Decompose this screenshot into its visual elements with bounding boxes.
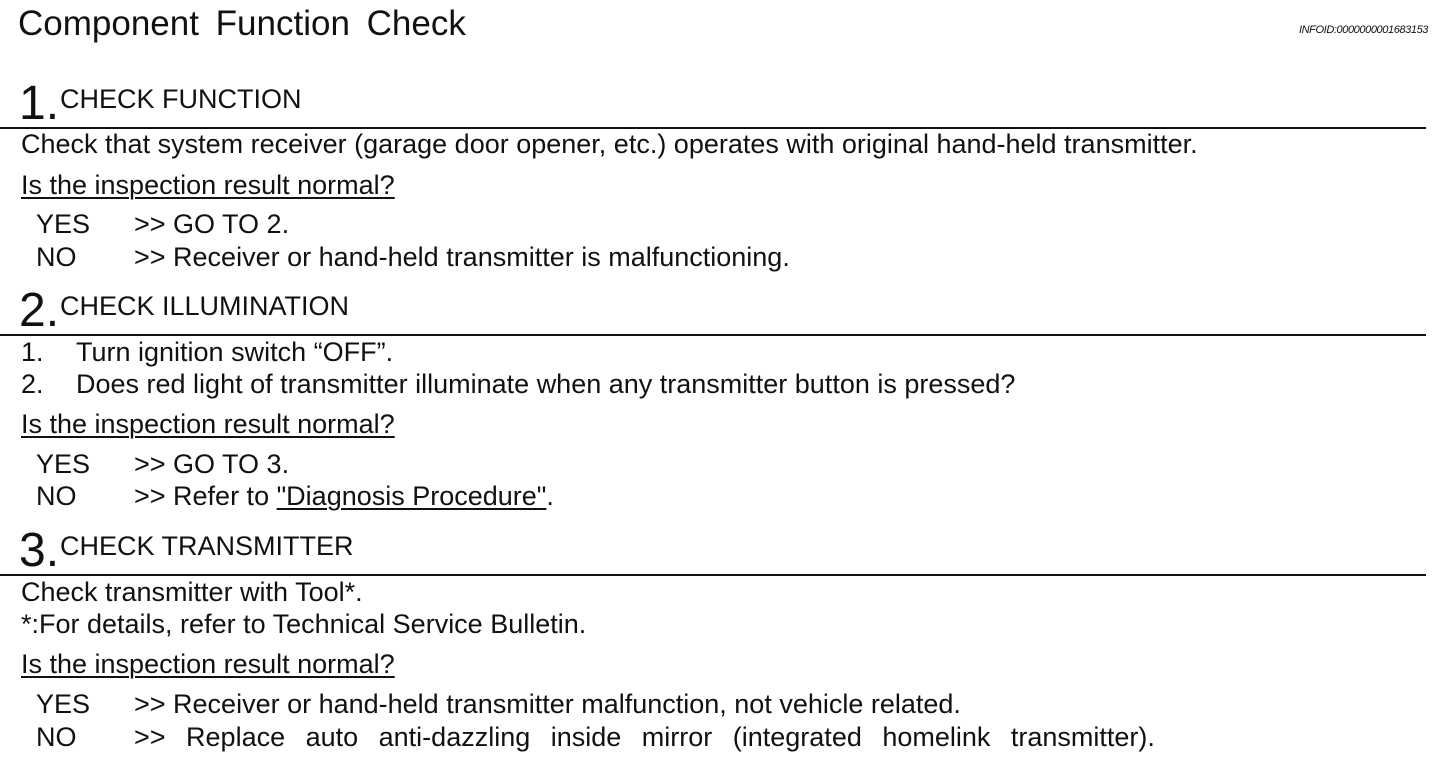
step-1-instruction: Check that system receiver (garage door opener, etc.) operates with original hand-held transmitter. <box>21 129 1198 159</box>
no-text: >> Replace auto anti-dazzling inside mirror (integrated homelink transmitter). <box>134 722 1155 752</box>
step-1-title: CHECK FUNCTION <box>60 84 302 114</box>
step-2-yes-result <box>36 448 289 480</box>
step-2-title: CHECK ILLUMINATION <box>60 291 350 321</box>
no-text: >> Receiver or hand-held transmitter is malfunctioning. <box>134 242 790 272</box>
step-2 <box>0 279 1426 336</box>
step-1-yes-result <box>36 208 289 240</box>
yes-text: >> Receiver or hand-held transmitter malfunction, not vehicle related. <box>134 689 961 719</box>
yes-label: YES <box>36 209 91 239</box>
step-1-no-result <box>36 241 790 273</box>
step-3-question: Is the inspection result normal? <box>21 649 395 679</box>
step-3-header <box>0 519 1426 576</box>
no-label: NO <box>36 481 77 511</box>
item-text: Turn ignition switch “OFF”. <box>76 337 394 367</box>
step-2-header <box>0 279 1426 336</box>
page-title: Component Function Check <box>18 4 466 43</box>
step-3-instruction: Check transmitter with Tool*. <box>21 577 363 607</box>
no-suffix: . <box>546 481 554 511</box>
step-1 <box>0 72 1426 129</box>
step-3-note: *:For details, refer to Technical Service Bulletin. <box>21 609 587 639</box>
step-1-question: Is the inspection result normal? <box>21 170 395 200</box>
info-id: INFOID:0000000001683153 <box>1298 24 1428 36</box>
yes-text: >> GO TO 2. <box>134 209 290 239</box>
item-text: Does red light of transmitter illuminate when any transmitter button is pressed? <box>76 369 1016 399</box>
step-2-question: Is the inspection result normal? <box>21 409 395 439</box>
step-1-header <box>0 72 1426 129</box>
item-number: 1. <box>21 337 44 367</box>
step-1-number: 1. <box>19 77 60 130</box>
yes-text: >> GO TO 3. <box>134 449 290 479</box>
yes-label: YES <box>36 449 91 479</box>
step-2-number: 2. <box>19 284 60 337</box>
yes-label: YES <box>36 689 91 719</box>
diagnosis-procedure-link[interactable]: "Diagnosis Procedure" <box>276 481 547 511</box>
no-label: NO <box>36 242 77 272</box>
item-number: 2. <box>21 369 44 399</box>
step-3-yes-result <box>36 688 961 720</box>
no-prefix: >> Refer to <box>134 481 277 511</box>
step-2-item-1 <box>21 336 393 368</box>
step-2-no-result <box>36 480 554 512</box>
no-label: NO <box>36 722 77 752</box>
step-3-title: CHECK TRANSMITTER <box>60 531 354 561</box>
step-3-number: 3. <box>19 524 60 577</box>
step-3-no-result <box>36 721 1155 753</box>
step-3 <box>0 519 1426 576</box>
step-2-item-2 <box>21 368 1015 400</box>
